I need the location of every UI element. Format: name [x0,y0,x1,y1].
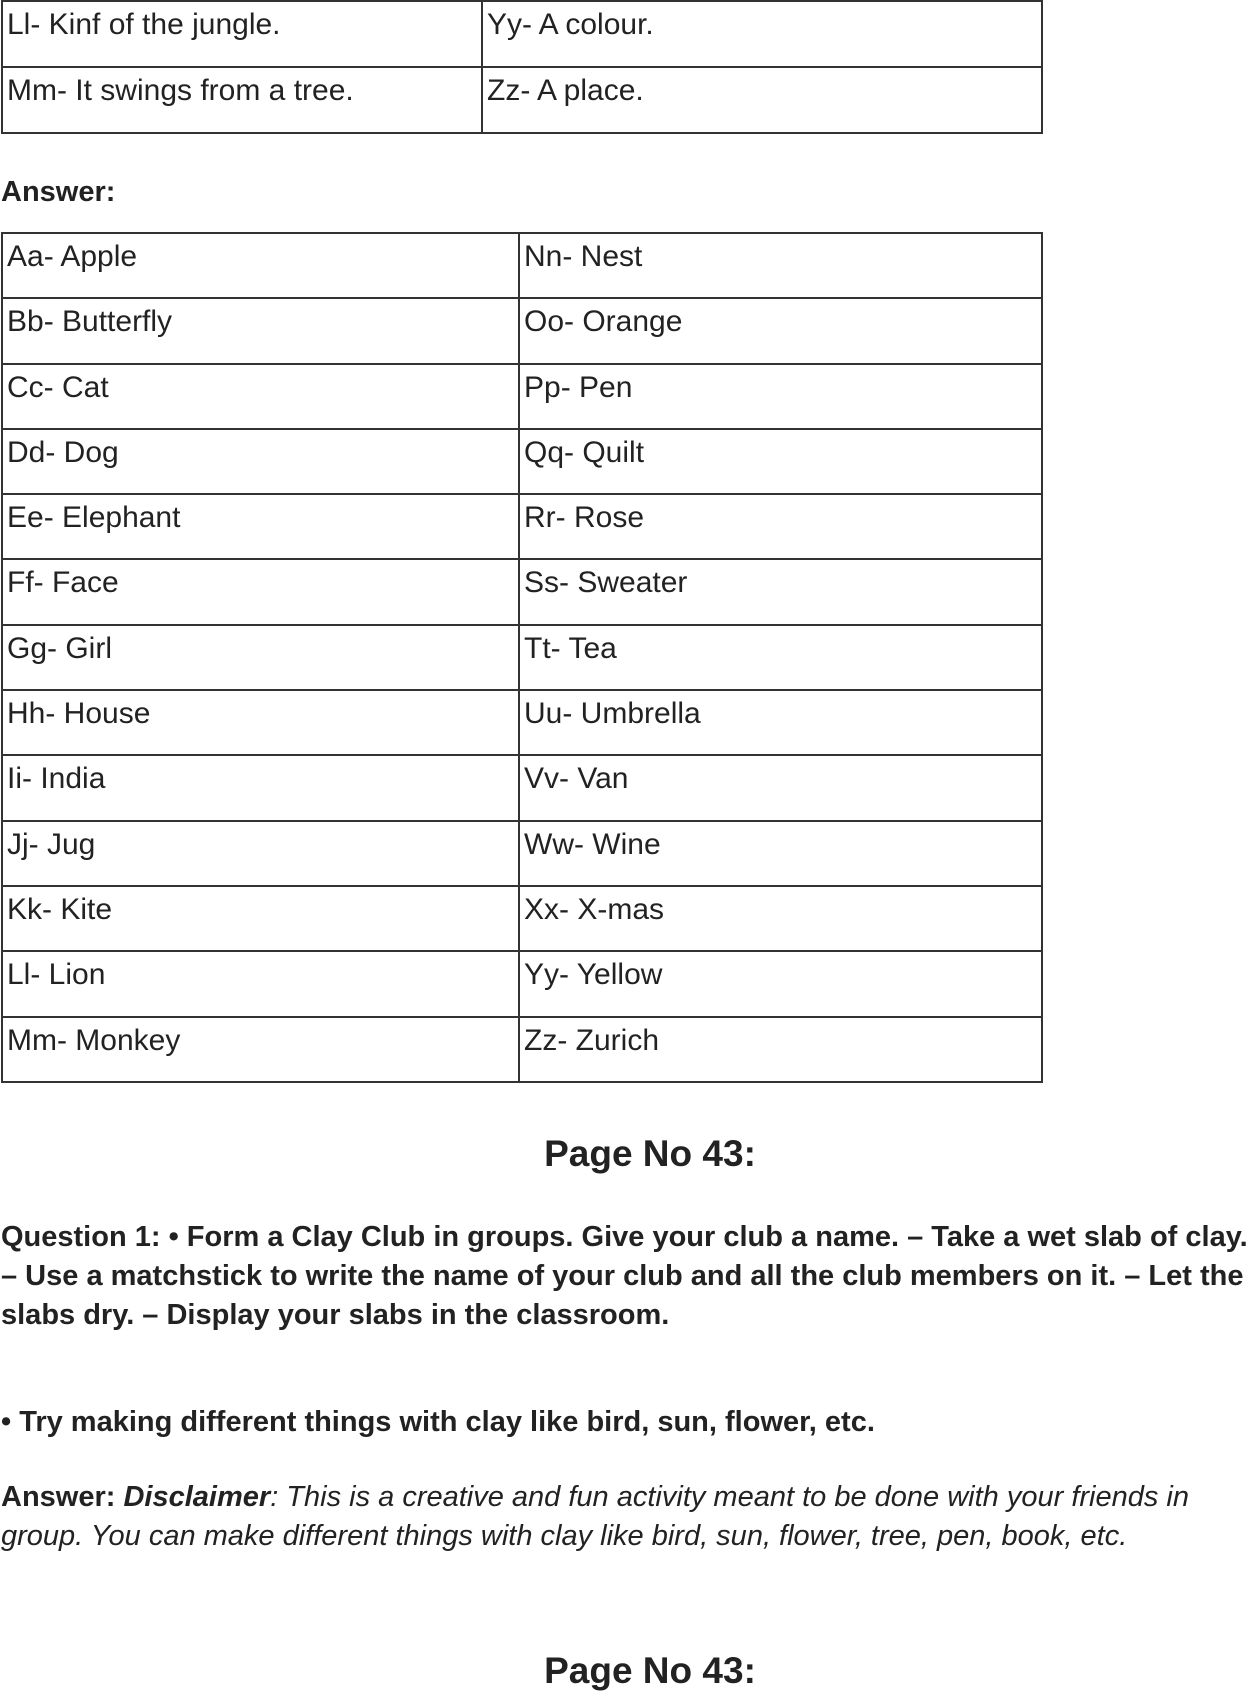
question-table [1,0,1043,134]
table-cell: Ff- Face [2,559,519,624]
table-row [2,233,1042,298]
table-row [2,494,1042,559]
question-1-bullet: • Try making different things with clay like bird, sun, flower, etc. [1,1406,875,1438]
table-cell: Ll- Lion [2,951,519,1016]
table-cell: Ii- India [2,755,519,820]
answer-1-label: Answer: [1,1481,124,1513]
table-cell: Pp- Pen [519,364,1042,429]
table-row [2,429,1042,494]
disclaimer-label: Disclaimer [123,1481,271,1513]
table-cell: Ll- Kinf of the jungle. [2,1,482,67]
table-cell: Ss- Sweater [519,559,1042,624]
table-row [2,821,1042,886]
table-row [2,298,1042,363]
table-cell: Mm- Monkey [2,1017,519,1082]
table-row [2,1017,1042,1082]
table-cell: Jj- Jug [2,821,519,886]
table-cell: Nn- Nest [519,233,1042,298]
table-row [2,951,1042,1016]
page-heading-2: Page No 43: [544,1650,756,1691]
table-row [2,364,1042,429]
table-cell: Uu- Umbrella [519,690,1042,755]
table-cell: Dd- Dog [2,429,519,494]
table-row [2,625,1042,690]
table-cell: Yy- Yellow [519,951,1042,1016]
table-cell: Mm- It swings from a tree. [2,67,482,133]
answer-table [1,232,1043,1083]
table-cell: Oo- Orange [519,298,1042,363]
page-heading: Page No 43: [544,1133,756,1174]
table-cell: Cc- Cat [2,364,519,429]
table-row [2,755,1042,820]
table-cell: Hh- House [2,690,519,755]
table-row [2,1,1042,67]
table-cell: Kk- Kite [2,886,519,951]
table-cell: Zz- A place. [482,67,1042,133]
table-cell: Zz- Zurich [519,1017,1042,1082]
table-cell: Aa- Apple [2,233,519,298]
table-cell: Gg- Girl [2,625,519,690]
table-cell: Rr- Rose [519,494,1042,559]
table-row [2,886,1042,951]
answer-label: Answer: [1,176,116,208]
table-row [2,559,1042,624]
table-cell: Qq- Quilt [519,429,1042,494]
table-cell: Vv- Van [519,755,1042,820]
answer-1-text: : This is a creative and fun activity meant to be done with your friends in group. You can make different things with clay like bird, sun, flower, tree, pen, book, etc. [1,1481,1189,1552]
table-cell: Ee- Elephant [2,494,519,559]
answer-1 [1,1478,1241,1556]
table-cell: Tt- Tea [519,625,1042,690]
table-cell: Xx- X-mas [519,886,1042,951]
table-cell: Ww- Wine [519,821,1042,886]
table-row [2,67,1042,133]
question-1: Question 1: • Form a Clay Club in groups. Give your club a name. – Take a wet slab of clay. – Use a matchstick to write the name of your club and all the club members on it. – Let the slabs dry. – Display your slabs in the classroom. [1,1221,1248,1331]
table-row [2,690,1042,755]
table-cell: Yy- A colour. [482,1,1042,67]
table-cell: Bb- Butterfly [2,298,519,363]
